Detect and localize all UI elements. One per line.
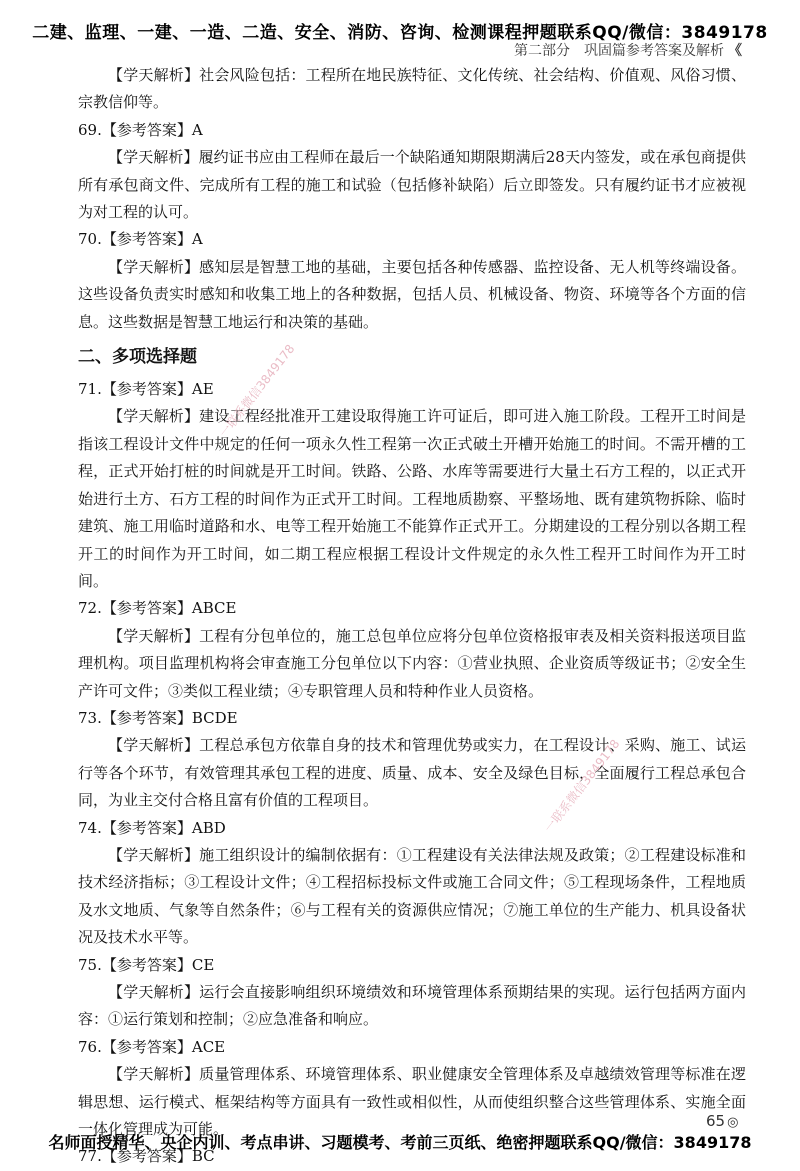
answer-70: 70.【参考答案】A [78,230,203,249]
answer-77: 77.【参考答案】BC [78,1147,215,1166]
running-header-mark: 《 [728,43,742,59]
page-number-value: 65 [706,1112,726,1130]
analysis-75: 【学天解析】运行会直接影响组织环境绩效和环境管理体系预期结果的实现。运行包括两方面内容：①运行策划和控制；②应急准备和响应。 [78,983,746,1029]
analysis-71: 【学天解析】建设工程经批准开工建设取得施工许可证后，即可进入施工阶段。工程开工时间是指该工程设计文件中规定的任何一项永久性工程第一次正式破土开槽开始施工的时间。不需开槽的工程，正式开始打桩的时间就是开工时间。铁路、公路、水库等需要进行大量土石方工程的，以正式开始进行土方、石方工程的时间作为正式开工时间。工程地质勘察、平整场地、既有建筑物拆除、临时建筑、施工用临时道路和水、电等工程开始施工不能算作正式开工。分期建设的工程分别以各期工程开工的时间作为开工时间，如二期工程应根据工程设计文件规定的永久性工程开工时间作为开工时间。 [78,407,746,590]
running-title: 第二部分 巩固篇参考答案及解析 [514,43,724,59]
analysis-73: 【学天解析】工程总承包方依靠自身的技术和管理优势或实力，在工程设计、采购、施工、试运行等各个环节，有效管理其承包工程的进度、质量、成本、安全及绿色目标，全面履行工程总承包合同，为业主交付合格且富有价值的工程项目。 [78,736,746,810]
section-title-multiple-choice: 二、多项选择题 [78,347,197,368]
top-contact-banner: 二建、监理、一建、一造、二造、安全、消防、咨询、检测课程押题联系QQ/微信：3849178 [32,23,768,43]
page-ornament-icon: ◎ [727,1115,739,1130]
answer-73: 73.【参考答案】BCDE [78,708,238,727]
answer-72: 72.【参考答案】ABCE [78,599,237,618]
analysis-72: 【学天解析】工程有分包单位的，施工总包单位应将分包单位资格报审表及相关资料报送项目监理机构。项目监理机构将会审查施工分包单位以下内容：①营业执照、企业资质等级证书；②安全生产许可文件；③类似工程业绩；④专职管理人员和特种作业人员资格。 [78,626,746,700]
analysis-74: 【学天解析】施工组织设计的编制依据有：①工程建设有关法律法规及政策；②工程建设标准和技术经济指标；③工程设计文件；④工程招标投标文件或施工合同文件；⑤工程现场条件，工程地质及水文地质、气象等自然条件；⑥与工程有关的资源供应情况；⑦施工单位的生产能力、机具设备状况及技术水平等。 [78,845,746,947]
analysis-70: 【学天解析】感知层是智慧工地的基础，主要包括各种传感器、监控设备、无人机等终端设备。这些设备负责实时感知和收集工地上的各种数据，包括人员、机械设备、物资、环境等各个方面的信息。这些数据是智慧工地运行和决策的基础。 [78,257,746,331]
answer-74: 74.【参考答案】ABD [78,818,226,837]
bottom-contact-banner: 名师面授精华、央企内训、考点串讲、习题模考、考前三页纸、绝密押题联系QQ/微信：3849178 [48,1133,752,1152]
analysis-69: 【学天解析】履约证书应由工程师在最后一个缺陷通知期限期满后28天内签发，或在承包商提供所有承包商文件、完成所有工程的施工和试验（包括修补缺陷）后立即签发。只有履约证书才应被视为对工程的认可。 [78,148,746,222]
answer-75: 75.【参考答案】CE [78,955,215,974]
analysis-68: 【学天解析】社会风险包括：工程所在地民族特征、文化传统、社会结构、价值观、风俗习惯、宗教信仰等。 [78,66,746,112]
answer-69: 69.【参考答案】A [78,120,203,139]
page-number [706,1112,738,1130]
watermark-2: 一联系微信3849178 [541,736,623,835]
answer-76: 76.【参考答案】ACE [78,1037,226,1056]
watermark-1: 一联系微信3849178 [216,341,298,440]
running-header [514,40,742,60]
analysis-76: 【学天解析】质量管理体系、环境管理体系、职业健康安全管理体系及卓越绩效管理等标准在逻辑思想、运行模式、框架结构等方面具有一致性或相似性，从而使组织整合这些管理体系、实施全面一体化管理成为可能。 [78,1065,746,1139]
answer-71: 71.【参考答案】AE [78,380,214,399]
page-content [78,62,746,1171]
